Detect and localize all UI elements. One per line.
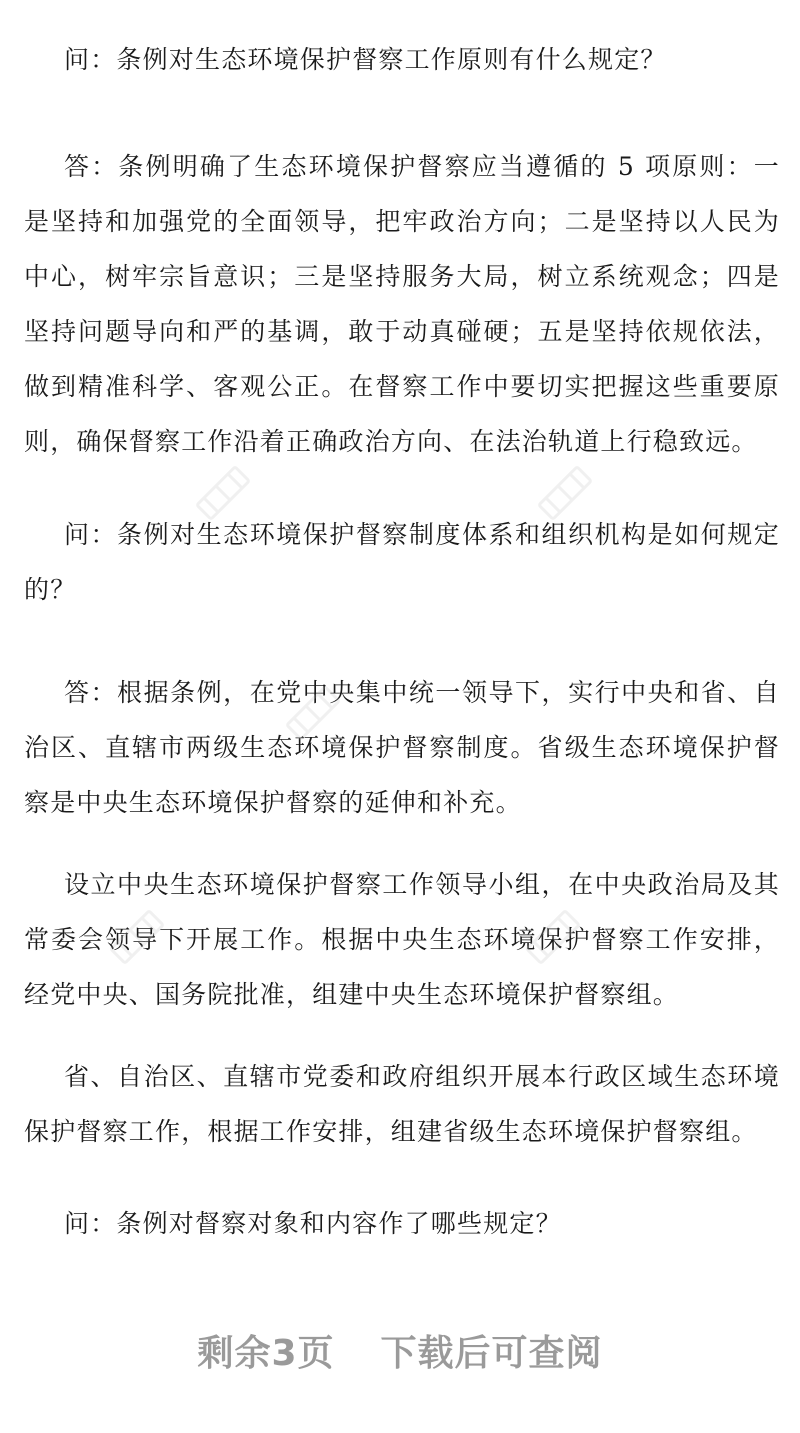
- question-paragraph: 问：条例对生态环境保护督察制度体系和组织机构是如何规定的？: [24, 520, 780, 604]
- answer-paragraph: 答：根据条例，在党中央集中统一领导下，实行中央和省、自治区、直辖市两级生态环境保护督察制度。省级生态环境保护督察是中央生态环境保护督察的延伸和补充。: [24, 678, 780, 817]
- question-paragraph: 问：条例对生态环境保护督察工作原则有什么规定？: [64, 45, 667, 74]
- download-hint-label[interactable]: 下载后可查阅: [380, 1332, 603, 1374]
- body-paragraph: 省、自治区、直辖市党委和政府组织开展本行政区域生态环境保护督察工作，根据工作安排，组建省级生态环境保护督察组。: [24, 1062, 780, 1146]
- body-paragraph: 设立中央生态环境保护督察工作领导小组，在中央政治局及其常委会领导下开展工作。根据中央生态环境保护督察工作安排，经党中央、国务院批准，组建中央生态环境保护督察组。: [24, 870, 780, 1009]
- remaining-pages-label[interactable]: 剩余3页: [197, 1332, 335, 1374]
- download-prompt-banner[interactable]: [0, 1320, 800, 1380]
- question-paragraph: 问：条例对督察对象和内容作了哪些规定？: [64, 1209, 562, 1238]
- answer-paragraph: 答：条例明确了生态环境保护督察应当遵循的 5 项原则：一是坚持和加强党的全面领导，把牢政治方向；二是坚持以人民为中心，树牢宗旨意识；三是坚持服务大局，树立系统观念；四是坚持问题导向和严的基调，敢于动真碰硬；五是坚持依规依法，做到精准科学、客观公正。在督察工作中要切实把握这些重要原则，确保督察工作沿着正确政治方向、在法治轨道上行稳致远。: [24, 152, 780, 456]
